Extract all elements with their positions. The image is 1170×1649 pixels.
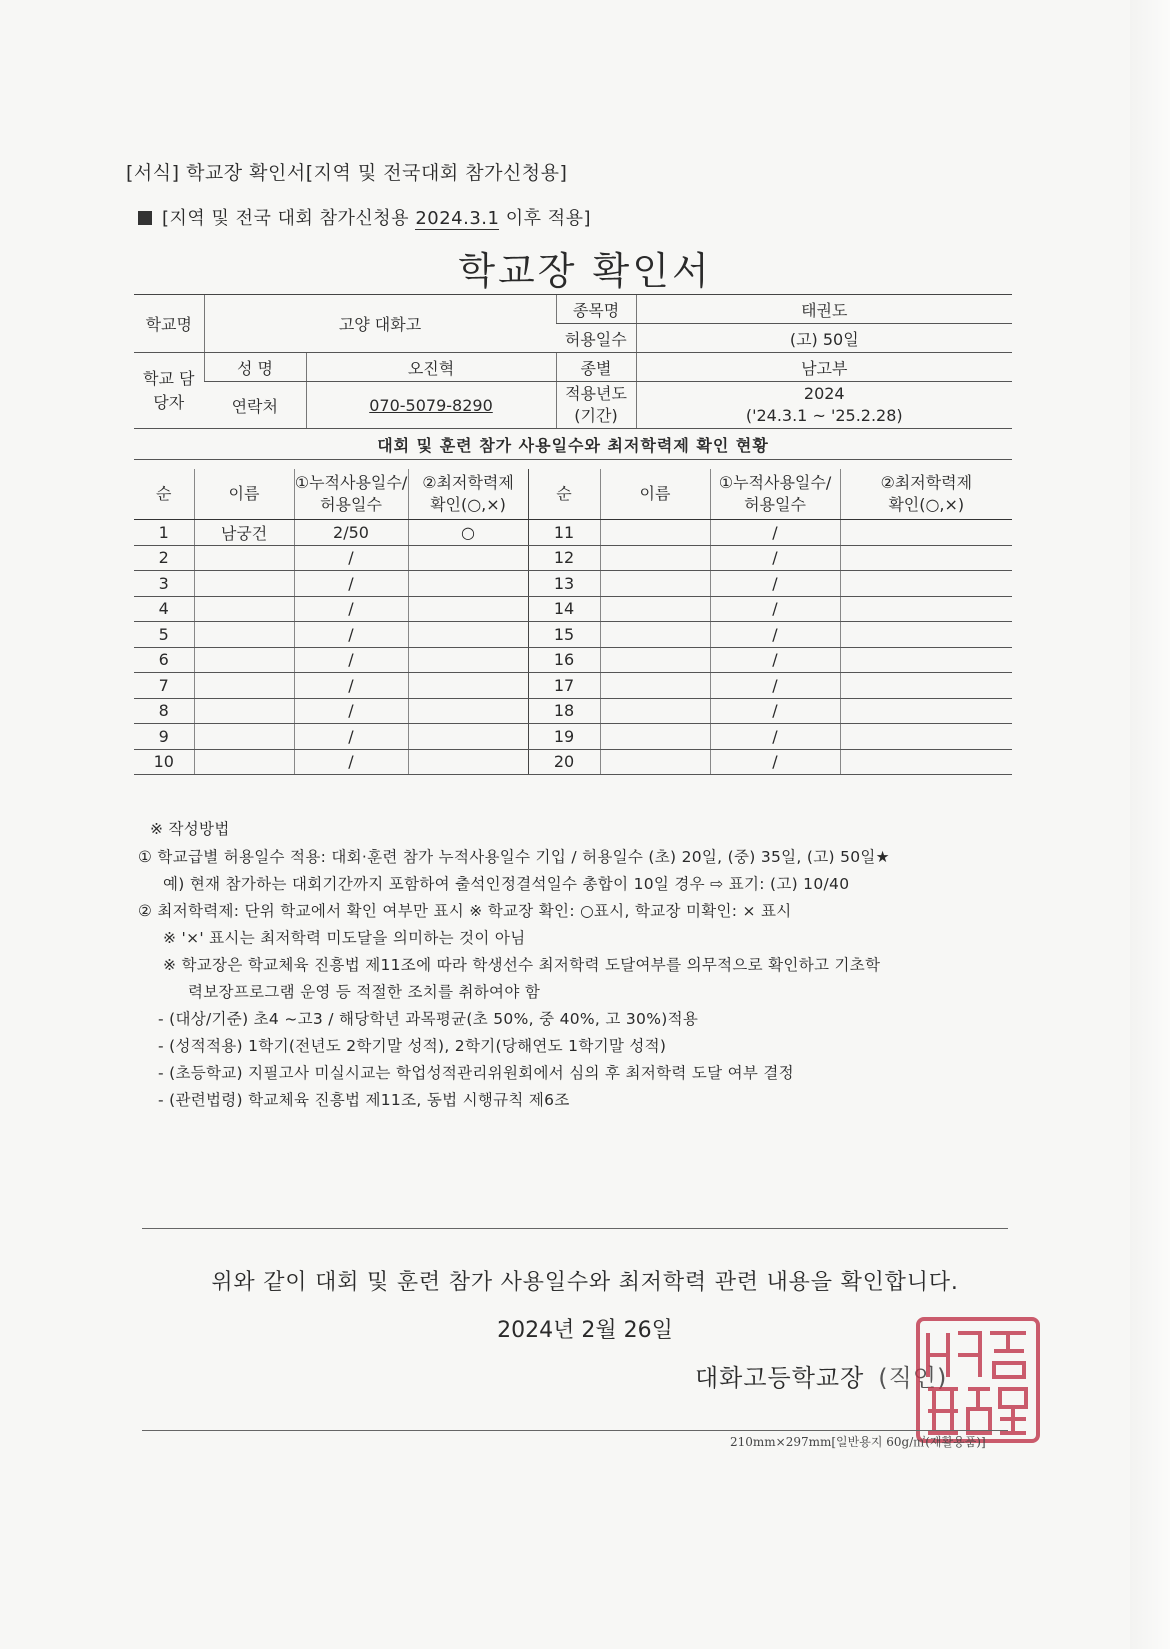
table-row: [134, 698, 1012, 724]
row-no: 5: [134, 622, 194, 648]
issue-date: 2024년 2월 26일: [497, 1318, 673, 1343]
sport-label: 종목명: [556, 295, 636, 324]
row-no: 3: [134, 571, 194, 597]
method-line-3: ② 최저학력제: 단위 학교에서 확인 여부만 표시 ※ 학교장 확인: ○표시, 학교장 미확인: × 표시: [138, 902, 792, 920]
row-name-2: [600, 520, 710, 546]
row-check: ○: [408, 520, 528, 546]
row-name: [194, 596, 294, 622]
table-row: [134, 520, 1012, 546]
row-check: [408, 545, 528, 571]
row-check-2: [840, 673, 1012, 699]
row-no: 8: [134, 698, 194, 724]
row-check: [408, 724, 528, 750]
row-days-2: /: [710, 698, 840, 724]
row-days: /: [294, 749, 408, 775]
row-days-2: /: [710, 596, 840, 622]
seal-label: (직인): [878, 1364, 948, 1392]
row-days-2: /: [710, 622, 840, 648]
year-label-line-1: 적용년도: [565, 384, 627, 403]
method-line-8: - (성적적용) 1학기(전년도 2학기말 성적), 2학기(당해연도 1학기말 성적): [158, 1037, 667, 1055]
row-days: 2/50: [294, 520, 408, 546]
table-row: [134, 749, 1012, 775]
row-name-2: [600, 571, 710, 597]
row-no-2: 17: [528, 673, 600, 699]
row-name: [194, 724, 294, 750]
square-bullet-icon: [138, 211, 152, 225]
divider-top: [142, 1228, 1008, 1229]
row-name: [194, 673, 294, 699]
row-check-2: [840, 520, 1012, 546]
header-days-1b: ①누적사용일수/: [718, 473, 832, 492]
row-name-2: [600, 698, 710, 724]
method-line-4: ※ '×' 표시는 최저학력 미도달을 의미하는 것이 아님: [163, 929, 526, 947]
form-label: [서식] 학교장 확인서[지역 및 전국대회 참가신청용]: [126, 162, 568, 184]
header-days-2: 허용일수: [320, 495, 382, 514]
table-row: [134, 673, 1012, 699]
manager-label: 학교 담당자: [134, 353, 204, 429]
row-days: /: [294, 698, 408, 724]
paper-spec: 210mm×297mm[일반용지 60g/㎡(재활용품)]: [730, 1435, 986, 1449]
school-label: 학교명: [134, 295, 204, 353]
row-check: [408, 698, 528, 724]
row-days-2: /: [710, 749, 840, 775]
contact-label: 연락처: [204, 382, 306, 429]
row-check-2: [840, 647, 1012, 673]
row-days: /: [294, 596, 408, 622]
row-days-2: /: [710, 673, 840, 699]
row-no-2: 13: [528, 571, 600, 597]
notice-line: [138, 204, 591, 230]
row-check: [408, 596, 528, 622]
row-check-2: [840, 749, 1012, 775]
row-days: /: [294, 571, 408, 597]
method-line-5: ※ 학교장은 학교체육 진흥법 제11조에 따라 학생선수 최저학력 도달여부를 의무적으로 확인하고 기초학: [163, 956, 881, 974]
table-row: [134, 571, 1012, 597]
section-title: 대회 및 훈련 참가 사용일수와 최저학력제 확인 현황: [134, 429, 1012, 460]
row-no: 7: [134, 673, 194, 699]
method-line-1: ① 학교급별 허용일수 적용: 대회·훈련 참가 누적사용일수 기입 / 허용일수 (초) 20일, (중) 35일, (고) 50일★: [138, 848, 890, 866]
row-no: 1: [134, 520, 194, 546]
method-line-6: 력보장프로그램 운영 등 적절한 조치를 취하여야 함: [188, 983, 541, 1001]
sport-value: 태권도: [636, 295, 1012, 324]
table-row: [134, 596, 1012, 622]
row-no: 9: [134, 724, 194, 750]
header-check: [408, 469, 528, 520]
row-name-2: [600, 596, 710, 622]
row-no: 6: [134, 647, 194, 673]
header-days-1: ①누적사용일수/: [294, 473, 408, 492]
row-days: /: [294, 647, 408, 673]
official-seal-icon: [914, 1315, 1042, 1445]
row-days-2: /: [710, 571, 840, 597]
table-row: [134, 545, 1012, 571]
row-check-2: [840, 571, 1012, 597]
notice-prefix: [지역 및 전국 대회 참가신청용: [162, 208, 410, 229]
header-days: [294, 469, 408, 520]
row-name-2: [600, 647, 710, 673]
row-no-2: 19: [528, 724, 600, 750]
row-no: 10: [134, 749, 194, 775]
table-row: [134, 647, 1012, 673]
name-value: 오진혁: [306, 353, 556, 382]
year-label: [556, 382, 636, 429]
contact-value: 070-5079-8290: [306, 382, 556, 429]
row-no-2: 20: [528, 749, 600, 775]
row-no-2: 11: [528, 520, 600, 546]
header-no: 순: [134, 469, 194, 520]
method-line-2: 예) 현재 참가하는 대회기간까지 포함하여 출석인정결석일수 총합이 10일 경우 ⇨ 표기: (고) 10/40: [163, 875, 850, 893]
row-no-2: 16: [528, 647, 600, 673]
notice-date: 2024.3.1: [415, 208, 500, 229]
row-check-2: [840, 698, 1012, 724]
row-days: /: [294, 622, 408, 648]
signer-line: [695, 1358, 947, 1393]
usage-header-row: [134, 469, 1012, 520]
year-value: 2024: [803, 384, 845, 403]
row-name: [194, 545, 294, 571]
method-line-10: - (관련법령) 학교체육 진흥법 제11조, 동법 시행규칙 제6조: [158, 1091, 570, 1109]
year-value-cell: [636, 382, 1012, 429]
row-name: [194, 571, 294, 597]
row-check-2: [840, 596, 1012, 622]
header-check-2: 확인(○,×): [430, 495, 506, 514]
row-name: [194, 698, 294, 724]
info-table: [134, 294, 1012, 460]
row-no-2: 14: [528, 596, 600, 622]
row-days: /: [294, 673, 408, 699]
row-no-2: 18: [528, 698, 600, 724]
row-check: [408, 673, 528, 699]
row-check: [408, 622, 528, 648]
method-line-9: - (초등학교) 지필고사 미실시교는 학업성적관리위원회에서 심의 후 최저학력 도달 여부 결정: [158, 1064, 794, 1082]
header-name: 이름: [194, 469, 294, 520]
row-days-2: /: [710, 724, 840, 750]
row-name-2: [600, 749, 710, 775]
row-name: 남궁건: [194, 520, 294, 546]
header-check-2b: 확인(○,×): [888, 495, 965, 514]
header-check-col-2: [840, 469, 1012, 520]
row-name-2: [600, 724, 710, 750]
row-days: /: [294, 545, 408, 571]
notice-suffix: 이후 적용]: [505, 208, 591, 229]
method-line-7: - (대상/기준) 초4 ~고3 / 해당학년 과목평균(초 50%, 중 40%, 고 30%)적용: [158, 1010, 699, 1028]
table-row: [134, 622, 1012, 648]
header-name-2: 이름: [600, 469, 710, 520]
divider-bottom: [142, 1430, 1008, 1431]
year-label-line-2: (기간): [574, 406, 618, 425]
row-check: [408, 749, 528, 775]
row-name: [194, 749, 294, 775]
period-value: ('24.3.1 ~ '25.2.28): [745, 406, 903, 425]
usage-table: [134, 469, 1012, 775]
method-heading: ※ 작성방법: [150, 820, 230, 838]
table-row: [134, 724, 1012, 750]
confirm-statement: 위와 같이 대회 및 훈련 참가 사용일수와 최저학력 관련 내용을 확인합니다.: [211, 1270, 959, 1295]
signer-name: 대화고등학교장: [695, 1364, 865, 1392]
row-days-2: /: [710, 520, 840, 546]
row-name-2: [600, 622, 710, 648]
row-no-2: 15: [528, 622, 600, 648]
row-name-2: [600, 673, 710, 699]
header-no-2: 순: [528, 469, 600, 520]
row-check: [408, 647, 528, 673]
row-check-2: [840, 622, 1012, 648]
row-name: [194, 622, 294, 648]
row-name-2: [600, 545, 710, 571]
header-check-1: ②최저학력제: [422, 473, 514, 492]
row-days-2: /: [710, 647, 840, 673]
row-days: /: [294, 724, 408, 750]
row-check-2: [840, 545, 1012, 571]
header-days-col-2: [710, 469, 840, 520]
page-title: 학교장 확인서: [458, 249, 712, 293]
usage-body: [134, 520, 1012, 775]
row-no: 4: [134, 596, 194, 622]
row-days-2: /: [710, 545, 840, 571]
category-label: 종별: [556, 353, 636, 382]
header-days-2b: 허용일수: [744, 495, 806, 514]
row-name: [194, 647, 294, 673]
category-value: 남고부: [636, 353, 1012, 382]
header-check-1b: ②최저학력제: [880, 473, 973, 492]
row-check: [408, 571, 528, 597]
row-no: 2: [134, 545, 194, 571]
school-value: 고양 대화고: [204, 295, 556, 353]
allowed-label: 허용일수: [556, 324, 636, 353]
row-no-2: 12: [528, 545, 600, 571]
row-check-2: [840, 724, 1012, 750]
allowed-value: (고) 50일: [636, 324, 1012, 353]
name-label: 성 명: [204, 353, 306, 382]
